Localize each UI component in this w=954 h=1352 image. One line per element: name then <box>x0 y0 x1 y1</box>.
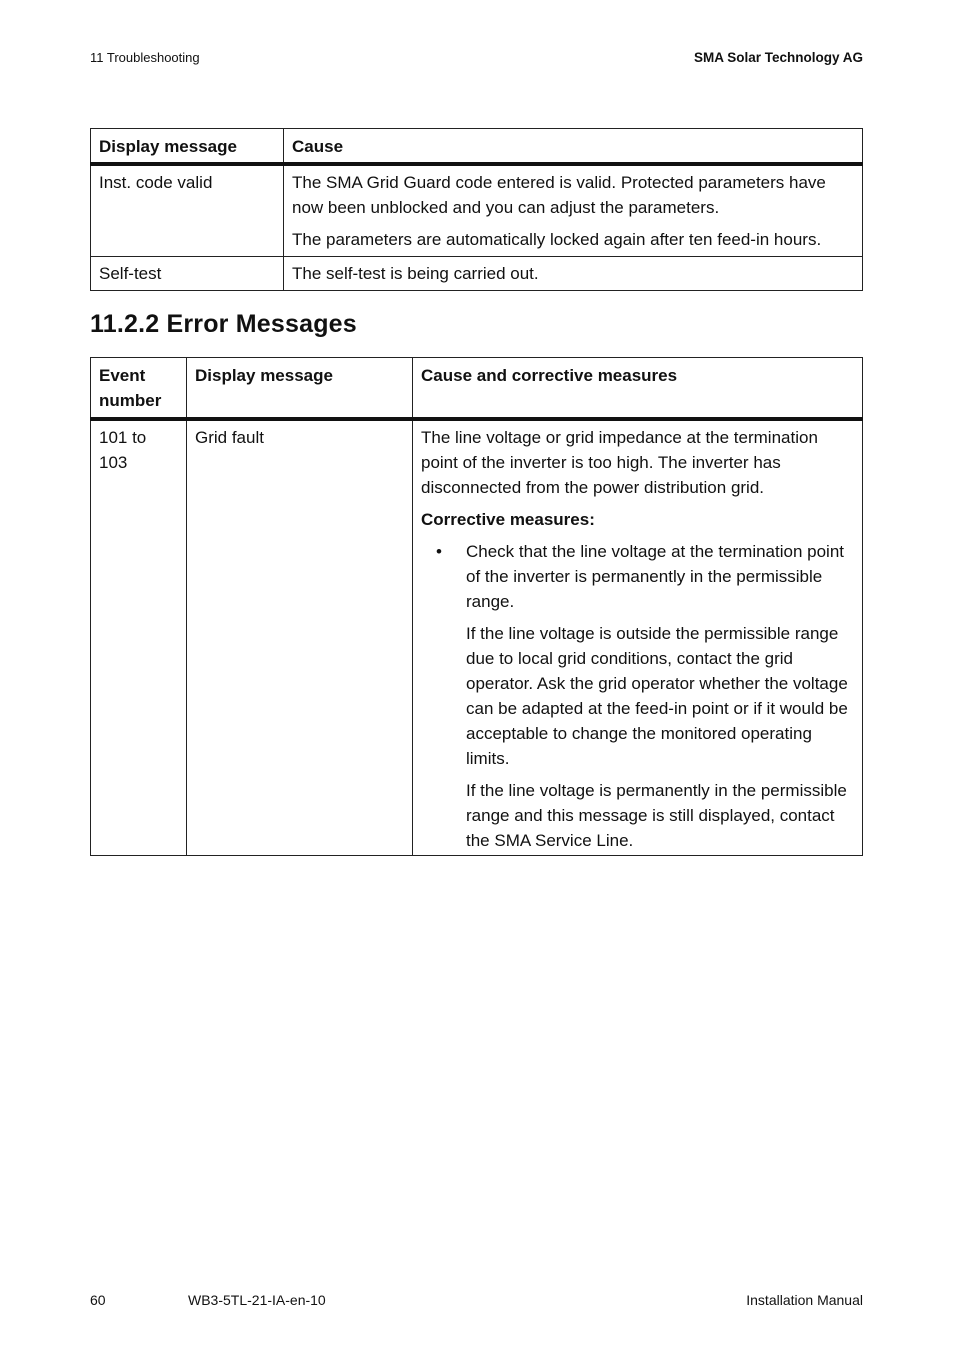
error-messages-table <box>90 357 863 856</box>
document-type: Installation Manual <box>746 1292 863 1308</box>
list-item <box>421 539 854 614</box>
table-row <box>91 257 863 291</box>
column-header-display-message: Display message <box>187 358 413 420</box>
cause-cell <box>284 257 863 291</box>
cause-cell <box>284 164 863 257</box>
bullet-icon: • <box>436 542 442 561</box>
section-heading: 11.2.2 Error Messages <box>90 310 357 338</box>
cause-paragraph: The parameters are automatically locked again after ten feed-in hours. <box>292 230 822 249</box>
display-message-cell: Inst. code valid <box>91 164 284 257</box>
display-message-cell: Grid fault <box>187 419 413 856</box>
display-message-table <box>90 128 863 291</box>
table-row <box>91 164 863 257</box>
running-header-company: SMA Solar Technology AG <box>693 50 863 65</box>
column-header-cause: Cause <box>284 129 863 165</box>
cause-measures-cell <box>413 419 863 856</box>
table-header-row <box>91 358 863 420</box>
corrective-measures-label: Corrective measures: <box>421 510 595 529</box>
event-number-cell: 101 to 103 <box>91 419 187 856</box>
cause-paragraph: The SMA Grid Guard code entered is valid. Protected parameters have now been unblocked and you can adjust the parameters. <box>292 173 826 217</box>
table-row <box>91 419 863 856</box>
follow-up-paragraph: If the line voltage is permanently in the permissible range and this message is still displayed, contact the SMA Service Line. <box>466 781 847 850</box>
column-header-cause-measures: Cause and corrective measures <box>413 358 863 420</box>
document-id: WB3-5TL-21-IA-en-10 <box>188 1292 326 1308</box>
follow-up-paragraph: If the line voltage is outside the permissible range due to local grid conditions, contact the grid operator. Ask the grid operator whether the voltage can be adapted at the feed-in point or if it would be acceptable to change the monitored operating limits. <box>466 624 848 768</box>
cause-paragraph: The self-test is being carried out. <box>292 264 539 283</box>
display-message-cell: Self-test <box>91 257 284 291</box>
bullet-text: Check that the line voltage at the termination point of the inverter is permanently in the permissible range. <box>466 542 845 611</box>
page-number: 60 <box>90 1292 106 1308</box>
table-header-row <box>91 129 863 165</box>
column-header-event-number: Event number <box>91 358 187 420</box>
column-header-display-message: Display message <box>91 129 284 165</box>
running-header-section: 11 Troubleshooting <box>90 50 200 65</box>
cause-paragraph: The line voltage or grid impedance at the termination point of the inverter is too high. The inverter has disconnected from the power distribution grid. <box>421 428 818 497</box>
